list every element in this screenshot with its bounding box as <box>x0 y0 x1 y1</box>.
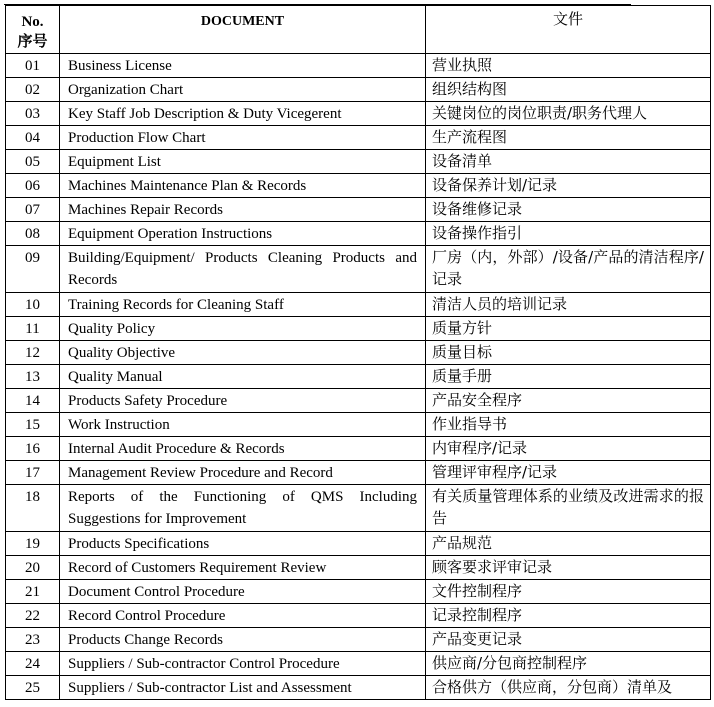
document-name-zh: 产品安全程序 <box>426 389 711 413</box>
table-row <box>6 437 711 461</box>
document-name-en: Quality Manual <box>60 365 426 389</box>
table-row <box>6 461 711 485</box>
document-name-zh: 设备维修记录 <box>426 198 711 222</box>
table-row <box>6 365 711 389</box>
document-name-en: Organization Chart <box>60 78 426 102</box>
document-name-zh: 清洁人员的培训记录 <box>426 293 711 317</box>
row-number: 01 <box>6 54 60 78</box>
table-row <box>6 389 711 413</box>
table-row <box>6 293 711 317</box>
document-table <box>5 5 711 700</box>
document-name-zh: 管理评审程序/记录 <box>426 461 711 485</box>
header-document: DOCUMENT <box>60 6 426 54</box>
document-name-zh: 厂房（内，外部）/设备/产品的清洁程序/记录 <box>426 246 711 293</box>
document-name-en: Record of Customers Requirement Review <box>60 556 426 580</box>
document-name-zh: 记录控制程序 <box>426 604 711 628</box>
document-name-zh: 设备操作指引 <box>426 222 711 246</box>
table-row <box>6 78 711 102</box>
row-number: 25 <box>6 676 60 700</box>
table-row <box>6 54 711 78</box>
document-name-zh: 有关质量管理体系的业绩及改进需求的报告 <box>426 485 711 532</box>
table-row <box>6 150 711 174</box>
document-name-zh: 组织结构图 <box>426 78 711 102</box>
table-row <box>6 341 711 365</box>
table-header-row <box>6 6 711 54</box>
document-name-en: Products Safety Procedure <box>60 389 426 413</box>
document-name-en: Production Flow Chart <box>60 126 426 150</box>
document-name-en: Key Staff Job Description & Duty Vicegerent <box>60 102 426 126</box>
row-number: 08 <box>6 222 60 246</box>
table-row <box>6 628 711 652</box>
document-name-zh: 关键岗位的岗位职责/职务代理人 <box>426 102 711 126</box>
table-row <box>6 485 711 532</box>
table-row <box>6 604 711 628</box>
row-number: 10 <box>6 293 60 317</box>
document-name-en: Products Change Records <box>60 628 426 652</box>
table-row <box>6 532 711 556</box>
document-name-en: Document Control Procedure <box>60 580 426 604</box>
table-row <box>6 222 711 246</box>
row-number: 15 <box>6 413 60 437</box>
table-row <box>6 676 711 700</box>
document-name-en: Products Specifications <box>60 532 426 556</box>
header-no <box>6 6 60 54</box>
row-number: 21 <box>6 580 60 604</box>
document-name-zh: 合格供方（供应商，分包商）清单及 <box>426 676 711 700</box>
row-number: 07 <box>6 198 60 222</box>
row-number: 16 <box>6 437 60 461</box>
table-row <box>6 102 711 126</box>
header-no-zh: 序号 <box>17 34 48 50</box>
document-name-zh: 质量方针 <box>426 317 711 341</box>
document-name-en: Equipment Operation Instructions <box>60 222 426 246</box>
row-number: 24 <box>6 652 60 676</box>
document-name-en: Machines Repair Records <box>60 198 426 222</box>
row-number: 13 <box>6 365 60 389</box>
row-number: 05 <box>6 150 60 174</box>
row-number: 20 <box>6 556 60 580</box>
row-number: 04 <box>6 126 60 150</box>
document-name-zh: 质量目标 <box>426 341 711 365</box>
document-name-en: Training Records for Cleaning Staff <box>60 293 426 317</box>
document-name-zh: 设备清单 <box>426 150 711 174</box>
row-number: 22 <box>6 604 60 628</box>
document-name-zh: 顾客要求评审记录 <box>426 556 711 580</box>
row-number: 03 <box>6 102 60 126</box>
document-name-en: Quality Objective <box>60 341 426 365</box>
document-name-en: Business License <box>60 54 426 78</box>
document-name-zh: 营业执照 <box>426 54 711 78</box>
table-row <box>6 246 711 293</box>
row-number: 11 <box>6 317 60 341</box>
row-number: 06 <box>6 174 60 198</box>
document-name-en: Internal Audit Procedure & Records <box>60 437 426 461</box>
document-name-en: Management Review Procedure and Record <box>60 461 426 485</box>
table-body <box>6 54 711 700</box>
table-row <box>6 126 711 150</box>
row-number: 19 <box>6 532 60 556</box>
document-name-en: Reports of the Functioning of QMS Including Suggestions for Improvement <box>60 485 426 532</box>
document-name-zh: 质量手册 <box>426 365 711 389</box>
document-name-zh: 产品变更记录 <box>426 628 711 652</box>
document-name-en: Record Control Procedure <box>60 604 426 628</box>
table-row <box>6 174 711 198</box>
document-name-en: Suppliers / Sub-contractor Control Procedure <box>60 652 426 676</box>
row-number: 14 <box>6 389 60 413</box>
row-number: 12 <box>6 341 60 365</box>
row-number: 09 <box>6 246 60 293</box>
document-name-zh: 内审程序/记录 <box>426 437 711 461</box>
row-number: 17 <box>6 461 60 485</box>
document-name-zh: 设备保养计划/记录 <box>426 174 711 198</box>
row-number: 23 <box>6 628 60 652</box>
document-name-zh: 文件控制程序 <box>426 580 711 604</box>
table-row <box>6 652 711 676</box>
table-row <box>6 580 711 604</box>
table-row <box>6 198 711 222</box>
document-name-zh: 作业指导书 <box>426 413 711 437</box>
document-name-en: Equipment List <box>60 150 426 174</box>
table-row <box>6 556 711 580</box>
document-name-en: Machines Maintenance Plan & Records <box>60 174 426 198</box>
document-name-en: Work Instruction <box>60 413 426 437</box>
table-row <box>6 413 711 437</box>
document-name-zh: 供应商/分包商控制程序 <box>426 652 711 676</box>
document-name-en: Suppliers / Sub-contractor List and Assessment <box>60 676 426 700</box>
header-chinese: 文件 <box>426 6 711 54</box>
document-name-en: Building/Equipment/ Products Cleaning Products and Records <box>60 246 426 293</box>
row-number: 02 <box>6 78 60 102</box>
document-name-en: Quality Policy <box>60 317 426 341</box>
document-name-zh: 产品规范 <box>426 532 711 556</box>
row-number: 18 <box>6 485 60 532</box>
document-name-zh: 生产流程图 <box>426 126 711 150</box>
header-no-en: No. <box>21 14 44 30</box>
table-row <box>6 317 711 341</box>
